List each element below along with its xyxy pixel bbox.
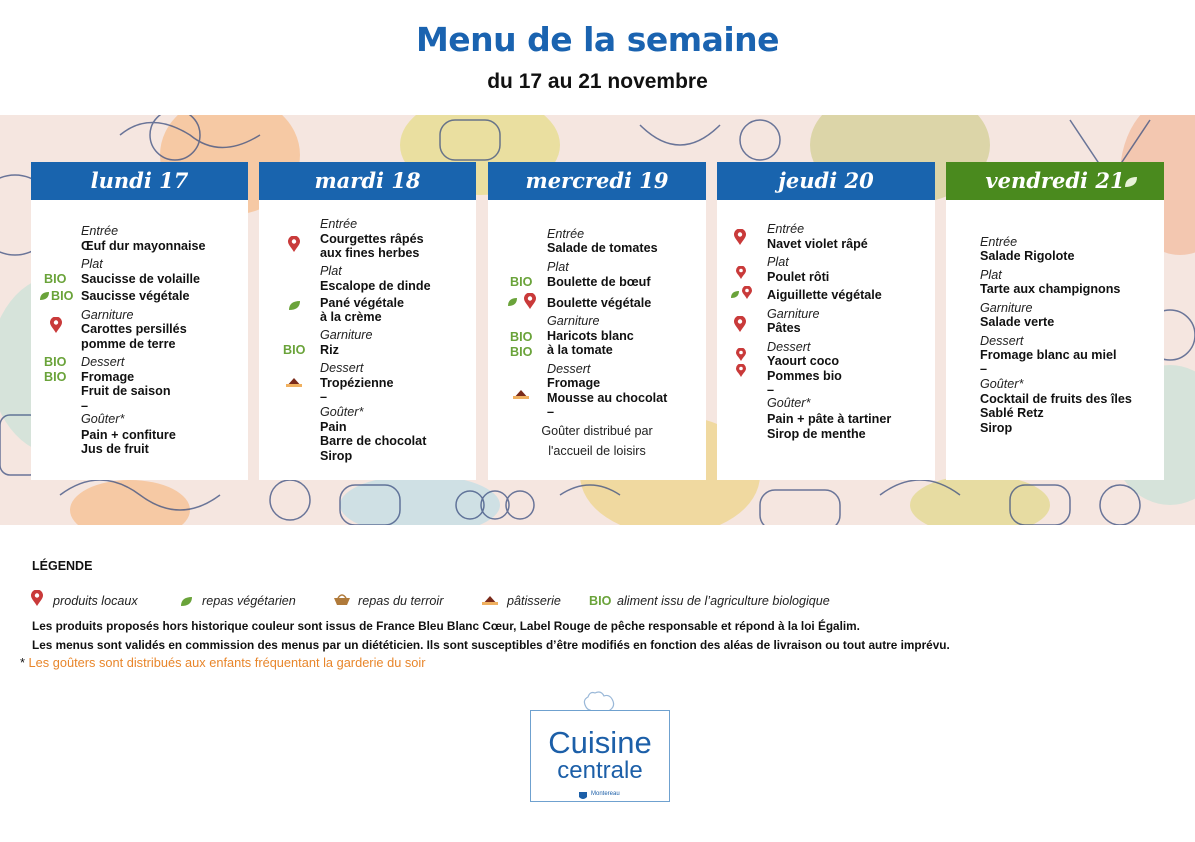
dish: Pommes bio xyxy=(767,369,842,383)
dish: Escalope de dinde xyxy=(320,279,431,293)
day-card-tuesday xyxy=(259,162,476,480)
dish: Sablé Retz xyxy=(980,406,1044,420)
dish: Œuf dur mayonnaise xyxy=(81,239,206,253)
basket-icon xyxy=(333,593,351,606)
footnote-star: * xyxy=(20,655,25,670)
note-gouter-text: Les goûters sont distribués aux enfants fréquentant la garderie du soir xyxy=(28,655,426,670)
category-label: Goûter* xyxy=(767,396,811,410)
day-header: mardi 18 xyxy=(259,162,476,200)
category-label: Goûter* xyxy=(81,412,125,426)
legend-vegetarian: repas végétarien xyxy=(202,594,296,608)
separator-dash: – xyxy=(81,399,89,413)
dish: Carottes persillés xyxy=(81,322,187,336)
day-card-friday xyxy=(946,162,1164,480)
day-header-label: vendredi 21 xyxy=(985,168,1125,193)
day-header: lundi 17 xyxy=(31,162,248,200)
leaf-icon xyxy=(507,297,518,307)
dish: Salade Rigolote xyxy=(980,249,1075,263)
note-origin: Les produits proposés hors historique couleur sont issus de France Bleu Blanc Cœur, Label Rouge de pêche responsable et répond à la loi Égalim. xyxy=(32,619,860,633)
separator-dash: – xyxy=(980,362,988,376)
dish: Riz xyxy=(320,343,339,357)
location-pin-icon xyxy=(734,229,746,246)
bio-badge: BIO xyxy=(589,594,612,608)
category-label: Garniture xyxy=(767,307,820,321)
dish: Jus de fruit xyxy=(81,442,149,456)
category-label: Dessert xyxy=(767,340,811,354)
dish: Courgettes râpés xyxy=(320,232,424,246)
dish: Poulet rôti xyxy=(767,270,830,284)
dish: Navet violet râpé xyxy=(767,237,868,251)
dish: Salade de tomates xyxy=(547,241,658,255)
page-title: Menu de la semaine xyxy=(415,20,780,59)
date-range: du 17 au 21 novembre xyxy=(487,70,708,93)
legend-pastry: pâtisserie xyxy=(507,594,561,608)
dish: à la tomate xyxy=(547,343,613,357)
category-label: Plat xyxy=(320,264,342,278)
leaf-icon xyxy=(180,596,193,607)
dish: Pâtes xyxy=(767,321,801,335)
dish: Fromage xyxy=(547,376,601,390)
category-label: Goûter* xyxy=(980,377,1024,391)
note-validation: Les menus sont validés en commission des menus par un diététicien. Ils sont susceptibles d’être modifiés en fonction des aléas de livraison ou tout autre imprévu. xyxy=(32,638,950,652)
dish: Pain xyxy=(320,420,347,434)
town-crest-icon xyxy=(578,791,588,801)
category-label: Plat xyxy=(980,268,1002,282)
leaf-icon xyxy=(39,291,50,301)
logo-line2: centrale xyxy=(557,757,643,784)
legend-local: produits locaux xyxy=(53,594,138,608)
logo-town: Montereau xyxy=(591,791,620,797)
category-label: Garniture xyxy=(547,314,600,328)
day-header xyxy=(946,162,1164,200)
location-pin-icon xyxy=(31,590,43,607)
category-label: Plat xyxy=(547,260,569,274)
location-pin-icon xyxy=(736,348,746,362)
category-label: Dessert xyxy=(980,334,1024,348)
bio-badge: BIO xyxy=(510,275,533,289)
category-label: Dessert xyxy=(547,362,591,376)
dish: Pané végétale xyxy=(320,296,405,310)
cuisine-centrale-logo xyxy=(530,710,670,802)
gouter-note: Goûter distribué par xyxy=(541,424,653,438)
dish: Saucisse de volaille xyxy=(81,272,201,286)
category-label: Dessert xyxy=(81,355,125,369)
bio-badge: BIO xyxy=(51,289,74,303)
day-card-thursday xyxy=(717,162,935,480)
pastry-icon xyxy=(481,594,499,606)
bio-badge: BIO xyxy=(44,370,67,384)
location-pin-icon xyxy=(734,316,746,333)
legend-title: LÉGENDE xyxy=(32,559,93,573)
location-pin-icon xyxy=(50,317,62,334)
gouter-note: l'accueil de loisirs xyxy=(548,444,646,458)
separator-dash: – xyxy=(547,405,555,419)
category-label: Entrée xyxy=(320,217,358,231)
bio-badge: BIO xyxy=(510,330,533,344)
leaf-icon xyxy=(730,290,740,299)
day-card-monday xyxy=(31,162,248,480)
category-label: Entrée xyxy=(547,227,585,241)
category-label: Plat xyxy=(81,257,103,271)
dish: Boulette végétale xyxy=(547,296,652,310)
leaf-icon xyxy=(288,300,301,311)
dish: Fruit de saison xyxy=(81,384,171,398)
category-label: Entrée xyxy=(980,235,1018,249)
dish: Cocktail de fruits des îles xyxy=(980,392,1132,406)
pastry-icon xyxy=(285,376,303,388)
dish: Tropézienne xyxy=(320,376,394,390)
location-pin-icon xyxy=(736,266,746,280)
dish: Boulette de bœuf xyxy=(547,275,651,289)
pastry-icon xyxy=(512,388,530,400)
separator-dash: – xyxy=(767,383,775,397)
dish: Pain + pâte à tartiner xyxy=(767,412,892,426)
dish: à la crème xyxy=(320,310,382,324)
dish: pomme de terre xyxy=(81,337,176,351)
day-header: mercredi 19 xyxy=(488,162,706,200)
location-pin-icon xyxy=(736,364,746,378)
dish: Fromage xyxy=(81,370,135,384)
location-pin-icon xyxy=(288,236,300,253)
dish: Barre de chocolat xyxy=(320,434,427,448)
dish: Sirop xyxy=(320,449,353,463)
location-pin-icon xyxy=(524,293,536,310)
day-card-wednesday xyxy=(488,162,706,480)
legend-bio: aliment issu de l’agriculture biologique xyxy=(617,594,830,608)
category-label: Dessert xyxy=(320,361,364,375)
location-pin-icon xyxy=(742,286,752,300)
dish: Pain + confiture xyxy=(81,428,176,442)
leaf-icon xyxy=(1124,176,1138,188)
dish: Tarte aux champignons xyxy=(980,282,1121,296)
dish: Sirop xyxy=(980,421,1013,435)
dish: Yaourt coco xyxy=(767,354,840,368)
separator-dash: – xyxy=(320,390,328,404)
category-label: Goûter* xyxy=(320,405,364,419)
legend-terroir: repas du terroir xyxy=(358,594,444,608)
dish: Saucisse végétale xyxy=(81,289,190,303)
category-label: Entrée xyxy=(767,222,805,236)
dish: Fromage blanc au miel xyxy=(980,348,1117,362)
day-header: jeudi 20 xyxy=(717,162,935,200)
category-label: Garniture xyxy=(81,308,134,322)
dish: Sirop de menthe xyxy=(767,427,866,441)
category-label: Entrée xyxy=(81,224,119,238)
dish: Salade verte xyxy=(980,315,1055,329)
category-label: Garniture xyxy=(980,301,1033,315)
note-gouter xyxy=(20,655,426,670)
dish: Mousse au chocolat xyxy=(547,391,668,405)
bio-badge: BIO xyxy=(510,345,533,359)
dish: Haricots blanc xyxy=(547,329,634,343)
bio-badge: BIO xyxy=(44,272,67,286)
category-label: Garniture xyxy=(320,328,373,342)
logo-line1: Cuisine xyxy=(548,725,652,760)
category-label: Plat xyxy=(767,255,789,269)
dish: Aiguillette végétale xyxy=(767,288,882,302)
dish: aux fines herbes xyxy=(320,246,420,260)
bio-badge: BIO xyxy=(283,343,306,357)
bio-badge: BIO xyxy=(44,355,67,369)
